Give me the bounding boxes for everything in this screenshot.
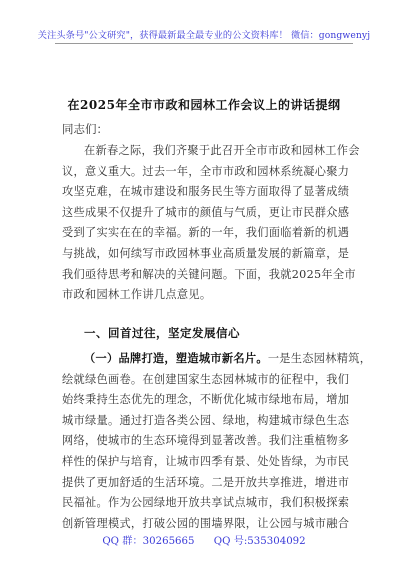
paragraph-line: 提供了更加舒适的生活环境。二是开放共享推进，增进市 — [62, 475, 350, 489]
footer-contact — [0, 532, 408, 547]
paragraph-line: 受到了实实在在的幸福。新的一年，我们面临着新的机遇 — [62, 226, 350, 240]
paragraph-line-rest: 一是生态园林精筑， — [267, 352, 372, 365]
paragraph-line — [62, 348, 372, 370]
paragraph-line: 在新春之际，我们齐聚于此召开全市市政和园林工作会 — [84, 144, 360, 157]
paragraph-line: 与挑战，如何续写市政园林事业高质量发展的新篇章，是 — [62, 246, 350, 260]
paragraph-line: 我们亟待思考和解决的关键问题。下面，我就2025年全市 — [62, 267, 356, 281]
header-banner: 关注头条号"公文研究"，获得最新最全最专业的公文资料库！ 微信：gongwenyj — [37, 30, 371, 41]
intro-paragraph — [62, 141, 360, 306]
section-paragraph — [62, 348, 372, 534]
paragraph-line: 绘就绿色画卷。在创建国家生态园林城市的征程中，我们 — [62, 372, 350, 386]
footer-qq-group: QQ 群：30265665 — [102, 536, 195, 547]
paragraph-line: 网络，使城市的生态环境得到显著改善。我们注重植物多 — [62, 434, 350, 448]
paragraph-line: 城市绿量。通过打造各类公园、绿地，构建城市绿色生态 — [62, 413, 350, 427]
paragraph-line: 创新管理模式，打破公园的围墙界限，让公园与城市融合 — [62, 516, 350, 530]
paragraph-line: 攻坚克难，在城市建设和服务民生等方面取得了显著成绩 — [62, 185, 350, 199]
sub-heading: （一）品牌打造，塑造城市新名片。 — [84, 351, 268, 365]
paragraph-line: 议，意义重大。过去一年，全市市政和园林系统凝心聚力 — [62, 164, 350, 178]
paragraph-line: 民福祉。作为公园绿地开放共享试点城市，我们积极探索 — [62, 496, 350, 510]
paragraph-line: 市政和园林工作讲几点意见。 — [62, 288, 212, 302]
section-heading: 一、回首过往，坚定发展信心 — [84, 326, 240, 340]
paragraph-line: 这些成果不仅提升了城市的颜值与气质，更让市民群众感 — [62, 205, 350, 219]
paragraph-line: 样性的保护与培育，让城市四季有景、处处皆绿，为市民 — [62, 454, 350, 468]
document-title: 在2025年全市市政和园林工作会议上的讲话提纲 — [67, 98, 341, 112]
header-divider — [55, 43, 353, 44]
salutation: 同志们： — [62, 122, 108, 136]
paragraph-line: 始终秉持生态优先的理念，不断优化城市绿地布局，增加 — [62, 393, 350, 407]
footer-qq-number: QQ 号:535304092 — [213, 536, 306, 547]
